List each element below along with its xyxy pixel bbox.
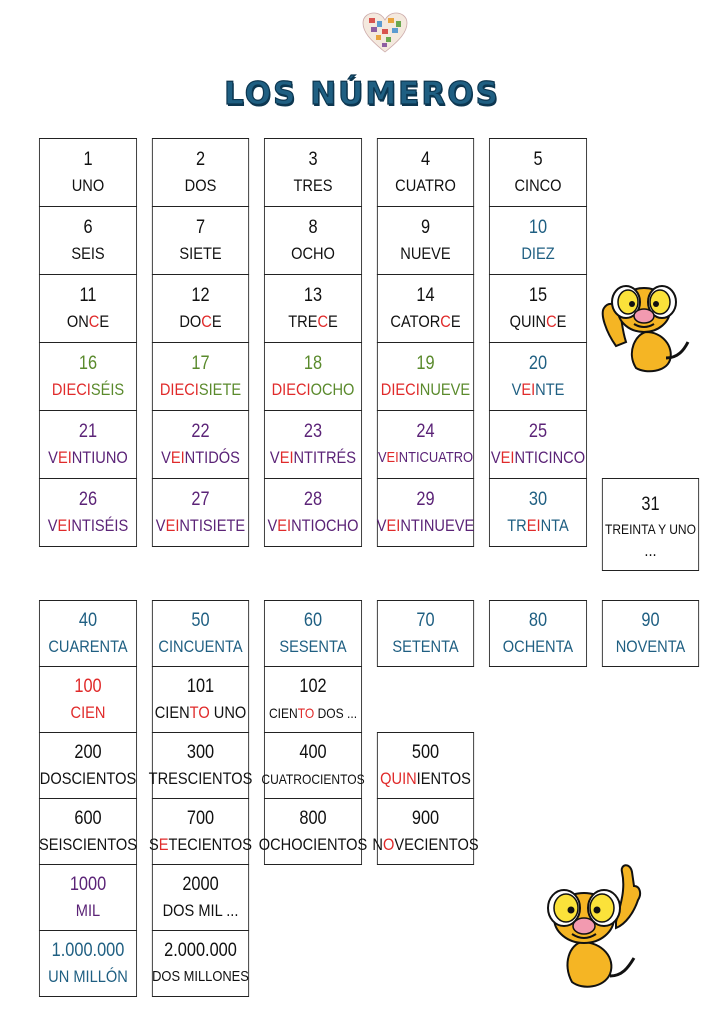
number-word: [372, 832, 478, 858]
number-cell: [489, 138, 587, 207]
number-cell: [152, 666, 249, 733]
number-digits: 60: [303, 609, 323, 631]
word-part: DIECI: [51, 379, 91, 399]
number-cell: [602, 478, 699, 571]
number-digits: 30: [528, 488, 548, 510]
number-word: [291, 241, 335, 267]
number-cell: [152, 206, 249, 275]
number-word: [381, 377, 470, 403]
number-word: [261, 766, 364, 792]
word-part: C: [440, 311, 451, 331]
number-cell: [377, 274, 474, 343]
number-digits: 21: [78, 420, 98, 442]
word-part: E: [158, 834, 169, 854]
number-cell: [152, 864, 249, 931]
word-part: V: [161, 447, 171, 467]
word-part: E: [556, 311, 567, 331]
number-word: [71, 700, 106, 726]
word-part: SÉIS: [90, 379, 125, 399]
number-digits: 800: [299, 807, 327, 829]
number-cell: [264, 410, 362, 479]
number-word: [48, 634, 127, 660]
number-digits: 4: [420, 148, 431, 170]
word-part: EI: [526, 515, 541, 535]
number-word: [40, 766, 136, 792]
number-word: [72, 173, 104, 199]
word-part: E: [328, 311, 338, 331]
word-part: UN MILLÓN: [48, 966, 128, 986]
word-part: IENTOS: [416, 768, 471, 788]
number-cell: [148, 732, 253, 799]
number-word: [149, 766, 253, 792]
number-cell: [39, 798, 137, 865]
number-digits: 18: [303, 352, 323, 374]
word-part: OCHENTA: [502, 636, 574, 656]
word-part: DIECI: [271, 379, 311, 399]
number-word: [380, 766, 471, 792]
number-word: [512, 377, 565, 403]
number-cell: [489, 342, 587, 411]
number-cell: [489, 600, 587, 667]
number-digits: 1.000.000: [51, 939, 125, 961]
word-part: C: [88, 311, 100, 331]
number-digits: 7: [195, 216, 206, 238]
number-digits: 10: [528, 216, 548, 238]
word-part: NTIUNO: [71, 447, 128, 467]
number-digits: 101: [186, 675, 215, 697]
word-part: V: [376, 515, 387, 535]
word-part: UNO: [71, 175, 105, 195]
number-digits: 40: [78, 609, 98, 631]
number-cell: [39, 732, 137, 799]
word-part: C: [201, 311, 212, 331]
number-cell: [372, 798, 479, 865]
number-digits: 11: [79, 284, 97, 306]
word-part: CIEN: [154, 702, 190, 722]
number-cell: [377, 732, 474, 799]
number-cell: [39, 600, 137, 667]
number-digits: 19: [416, 352, 435, 374]
number-word: [503, 634, 573, 660]
number-digits: 23: [303, 420, 323, 442]
number-digits: 700: [186, 807, 215, 829]
number-word: [390, 309, 460, 335]
word-part: V: [47, 515, 58, 535]
word-part: V: [155, 515, 166, 535]
number-cell: [489, 274, 587, 343]
word-part: NUEVE: [419, 379, 471, 399]
page-title: LOS NÚMEROS: [224, 76, 500, 112]
number-cell: [489, 478, 587, 547]
word-part: EI: [165, 515, 180, 535]
number-digits: 80: [528, 609, 548, 631]
number-digits: 400: [299, 741, 327, 763]
word-part: EI: [500, 447, 515, 467]
word-part: EI: [57, 447, 72, 467]
number-digits: 17: [191, 352, 210, 374]
word-part: NTISÉIS: [71, 515, 129, 535]
word-part: CUATRO: [395, 175, 456, 195]
number-cell: [264, 342, 362, 411]
word-part: DO: [179, 311, 202, 331]
word-part: V: [490, 447, 501, 467]
word-part: SEIS: [71, 243, 105, 263]
number-word: [48, 513, 128, 539]
number-cell: [152, 138, 249, 207]
number-word: [67, 309, 109, 335]
number-cell: [258, 798, 368, 865]
word-part: SESENTA: [279, 636, 347, 656]
word-part: OCHO: [310, 379, 355, 399]
word-part: EI: [386, 515, 401, 535]
word-part: CIEN: [70, 702, 106, 722]
number-digits: 12: [191, 284, 210, 306]
number-cell: [489, 410, 587, 479]
number-word: [152, 964, 249, 990]
number-digits: 3: [308, 148, 318, 170]
number-word: [179, 309, 221, 335]
word-part: DIECI: [159, 379, 199, 399]
word-part: NTICUATRO: [398, 448, 474, 466]
word-part: EI: [57, 515, 72, 535]
number-word: [279, 634, 346, 660]
number-cell: [39, 410, 137, 479]
number-digits: 50: [191, 609, 210, 631]
number-word: [521, 241, 554, 267]
word-part: TO: [297, 704, 315, 721]
word-part: CINCUENTA: [158, 636, 243, 656]
word-part: VECIENTOS: [394, 834, 479, 854]
mascot-thumbs-up: [530, 860, 650, 992]
number-digits: 2.000.000: [164, 939, 237, 961]
word-part: CIEN: [268, 704, 298, 721]
number-cell: [264, 274, 362, 343]
word-part: EI: [386, 448, 399, 466]
number-cell: [377, 600, 474, 667]
word-part: QUIN: [509, 311, 547, 331]
word-part: TECIENTOS: [168, 834, 252, 854]
number-digits: 600: [74, 807, 102, 829]
word-part: V: [511, 379, 522, 399]
number-digits: 13: [303, 284, 323, 306]
number-cell: [39, 206, 137, 275]
number-cell: [152, 600, 249, 667]
word-part: N: [372, 834, 383, 854]
number-cell: [264, 206, 362, 275]
word-part: NTE: [535, 379, 565, 399]
number-digits: 2: [195, 148, 206, 170]
word-part: NTIDÓS: [184, 447, 240, 467]
word-part: SIETE: [198, 379, 242, 399]
number-word: [259, 832, 368, 858]
number-word: [48, 964, 128, 990]
number-digits: 500: [411, 741, 440, 763]
number-cell: [261, 732, 365, 799]
number-word: [294, 173, 333, 199]
word-part: V: [269, 447, 280, 467]
word-part: NTINUEVE: [400, 515, 475, 535]
number-digits: 27: [191, 488, 210, 510]
number-digits: 26: [78, 488, 98, 510]
number-word: [507, 513, 568, 539]
word-part: EI: [170, 447, 185, 467]
number-word: [268, 513, 359, 539]
word-part: DIEZ: [521, 243, 555, 263]
number-cell: [152, 478, 249, 547]
word-part: NOVENTA: [615, 636, 686, 656]
number-digits: 20: [528, 352, 548, 374]
number-cell: [377, 410, 474, 479]
word-part: OCHOCIENTOS: [258, 834, 368, 854]
word-part: DOSCIENTOS: [39, 768, 137, 788]
number-cell: [152, 274, 249, 343]
word-part: TO: [189, 702, 210, 722]
number-cell: [377, 478, 474, 547]
word-part: NTISIETE: [179, 515, 246, 535]
number-word: [163, 898, 239, 924]
number-word: [160, 377, 241, 403]
number-word: [155, 700, 247, 726]
number-word: [161, 445, 240, 471]
word-part: DOS MILLONES: [152, 967, 249, 985]
number-digits: 200: [74, 741, 102, 763]
number-digits: 15: [528, 284, 548, 306]
number-digits: 90: [641, 609, 660, 631]
number-word: [48, 445, 128, 471]
word-part: E: [211, 311, 222, 331]
number-cell: [39, 864, 137, 931]
number-digits: 28: [303, 488, 323, 510]
number-digits: 70: [416, 609, 435, 631]
number-cell: [377, 206, 474, 275]
word-part: NTICINCO: [514, 447, 586, 467]
number-cell: [152, 410, 249, 479]
number-digits: 9: [420, 216, 431, 238]
number-cell: [39, 138, 137, 207]
word-part: C: [546, 311, 557, 331]
word-part: TR: [507, 515, 527, 535]
number-cell: [39, 478, 137, 547]
number-cell: [39, 342, 137, 411]
word-part: O: [382, 834, 395, 854]
number-word: [272, 377, 355, 403]
word-part: E: [450, 311, 461, 331]
number-word: [39, 832, 137, 858]
number-word: [510, 309, 567, 335]
word-part: CATOR: [390, 311, 441, 331]
number-word: [179, 241, 221, 267]
word-part: SEISCIENTOS: [38, 834, 138, 854]
number-digits: 5: [533, 148, 543, 170]
word-part: DIECI: [380, 379, 420, 399]
word-part: NTA: [540, 515, 569, 535]
word-part: SIETE: [179, 243, 222, 263]
number-word: [52, 377, 124, 403]
number-cell: [264, 600, 362, 667]
word-part: NTIOCHO: [291, 515, 359, 535]
word-part: E: [99, 311, 110, 331]
heart-collage-icon: [362, 12, 408, 54]
number-digits: 31: [641, 493, 660, 515]
word-part: MIL: [75, 900, 101, 920]
mascot-waving: [596, 272, 700, 376]
word-part: SETENTA: [392, 636, 459, 656]
number-digits: 1000: [69, 873, 107, 895]
number-digits: 100: [74, 675, 102, 697]
number-digits: 6: [83, 216, 93, 238]
number-cell: [602, 600, 699, 667]
number-cell: [152, 342, 249, 411]
number-cell: [39, 274, 137, 343]
number-word: [491, 445, 585, 471]
number-word: [288, 309, 338, 335]
number-word: [156, 513, 245, 539]
number-word: [149, 832, 252, 858]
word-part: C: [317, 311, 329, 331]
number-digits: 29: [416, 488, 435, 510]
number-cell: [377, 342, 474, 411]
word-part: NUEVE: [400, 243, 451, 263]
number-word: [377, 513, 475, 539]
number-digits: 25: [528, 420, 548, 442]
number-cell: [39, 930, 137, 997]
word-part: OCHO: [291, 243, 335, 263]
number-word: [378, 445, 473, 471]
word-part: S: [149, 834, 159, 854]
number-digits: 1: [83, 148, 93, 170]
number-word: [605, 518, 696, 540]
word-part: TRES: [293, 175, 333, 195]
word-part: TRESCIENTOS: [148, 768, 253, 788]
number-word: [400, 241, 450, 267]
number-cell: [489, 206, 587, 275]
number-digits: 14: [416, 284, 435, 306]
word-part: V: [48, 447, 58, 467]
number-cell: [149, 798, 252, 865]
number-word: [185, 173, 217, 199]
word-part: CUATROCIENTOS: [261, 770, 365, 787]
word-part: EI: [279, 447, 294, 467]
word-part: CINCO: [514, 175, 562, 195]
word-part: ON: [66, 311, 89, 331]
word-part: V: [267, 515, 278, 535]
word-part: QUIN: [380, 768, 417, 788]
number-digits: 2000: [182, 873, 219, 895]
word-part: TREINTA Y UNO: [605, 520, 696, 537]
number-cell: [39, 666, 137, 733]
number-word: [395, 173, 456, 199]
number-cell: [264, 138, 362, 207]
number-digits: 102: [299, 675, 327, 697]
word-part: CUARENTA: [48, 636, 128, 656]
word-part: V: [377, 448, 387, 466]
word-part: DOS ...: [314, 704, 358, 721]
number-word: [269, 700, 357, 726]
word-part: DOS MIL ...: [162, 900, 239, 920]
number-cell: [264, 478, 362, 547]
number-word: [392, 634, 458, 660]
number-word: [158, 634, 242, 660]
number-cell: [377, 138, 474, 207]
word-part: DOS: [184, 175, 217, 195]
number-word: [616, 634, 686, 660]
word-part: EI: [521, 379, 536, 399]
word-part: UNO: [209, 702, 247, 722]
number-digits: 22: [191, 420, 210, 442]
number-ellipsis: ...: [644, 540, 657, 560]
number-digits: 16: [78, 352, 98, 374]
number-digits: 300: [186, 741, 215, 763]
word-part: NTITRÉS: [293, 447, 357, 467]
number-word: [76, 898, 100, 924]
word-part: EI: [277, 515, 292, 535]
number-word: [71, 241, 104, 267]
number-digits: 8: [308, 216, 318, 238]
number-cell: [152, 930, 249, 997]
number-digits: 24: [416, 420, 435, 442]
number-word: [514, 173, 561, 199]
word-part: TRE: [288, 311, 318, 331]
number-digits: 900: [411, 807, 440, 829]
number-cell: [264, 666, 362, 733]
number-word: [270, 445, 356, 471]
